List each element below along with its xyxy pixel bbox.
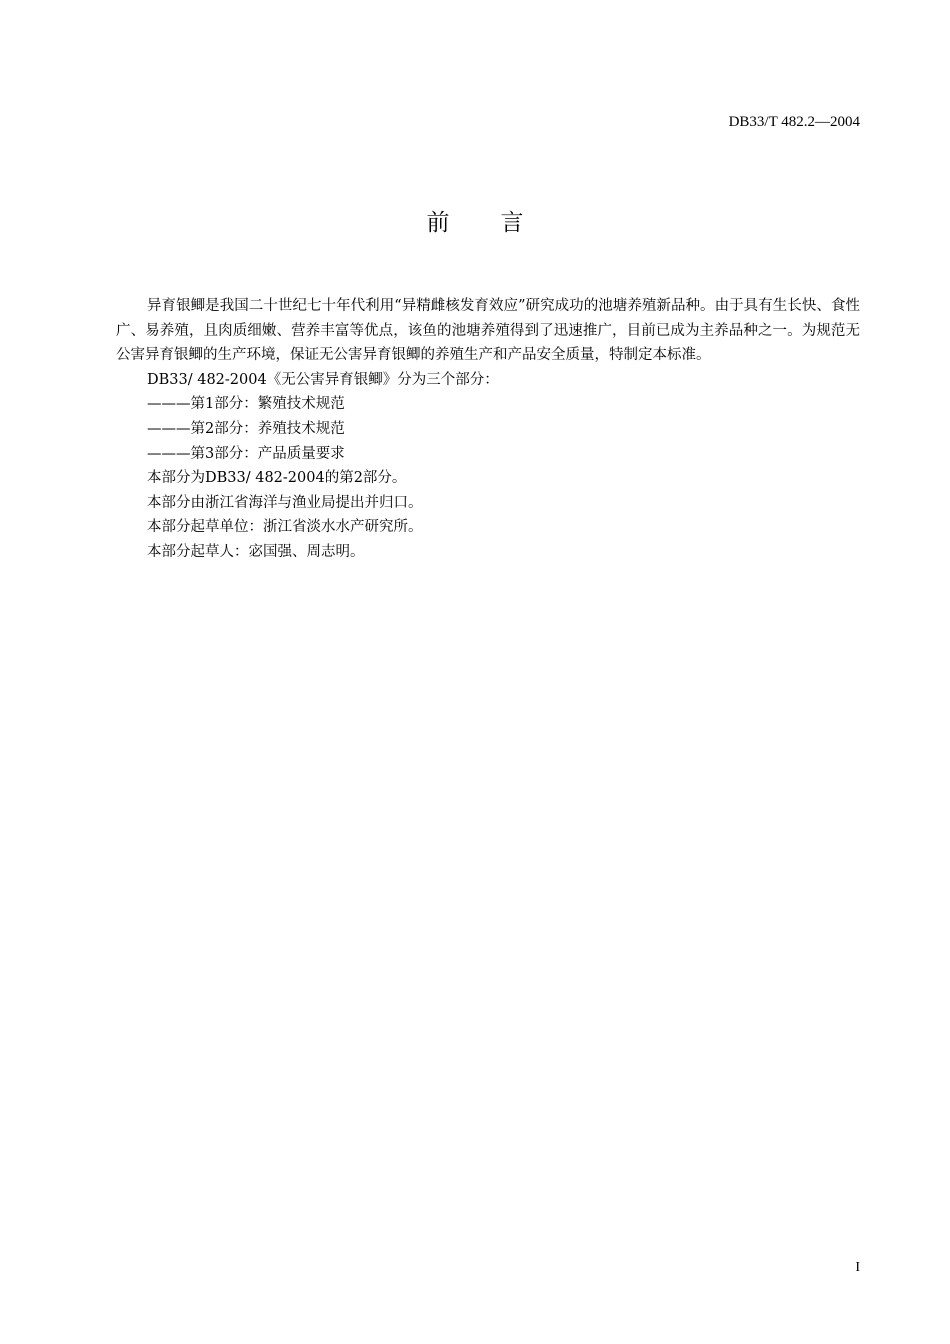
proposer-paragraph: 本部分由浙江省海洋与渔业局提出并归口。: [147, 494, 423, 511]
drafters-paragraph: 本部分起草人：宓国强、周志明。: [147, 543, 365, 560]
foreword-body: [116, 294, 860, 565]
part-1-item: ———第1部分：繁殖技术规范: [147, 396, 345, 413]
page-title: 前言: [426, 210, 575, 236]
parts-intro-paragraph: DB33/ 482-2004《无公害异育银鲫》分为三个部分：: [147, 371, 499, 388]
document-code: DB33/T 482.2—2004: [728, 114, 860, 130]
this-part-paragraph: 本部分为DB33/ 482-2004的第2部分。: [147, 470, 407, 487]
intro-paragraph: 异育银鲫是我国二十世纪七十年代利用“异精雌核发育效应”研究成功的池塘养殖新品种。由于具有生长快、食性广、易养殖，且肉质细嫩、营养丰富等优点，该鱼的池塘养殖得到了迅速推广，目前已成为主养品种之一。为规范无公害异育银鲫的生产环境，保证无公害异育银鲫的养殖生产和产品安全质量，特制定本标准。: [116, 298, 860, 364]
part-3-item: ———第3部分：产品质量要求: [147, 445, 345, 462]
page-number: I: [855, 1260, 860, 1275]
drafting-unit-paragraph: 本部分起草单位：浙江省淡水水产研究所。: [147, 519, 423, 536]
part-2-item: ———第2部分：养殖技术规范: [147, 420, 345, 437]
